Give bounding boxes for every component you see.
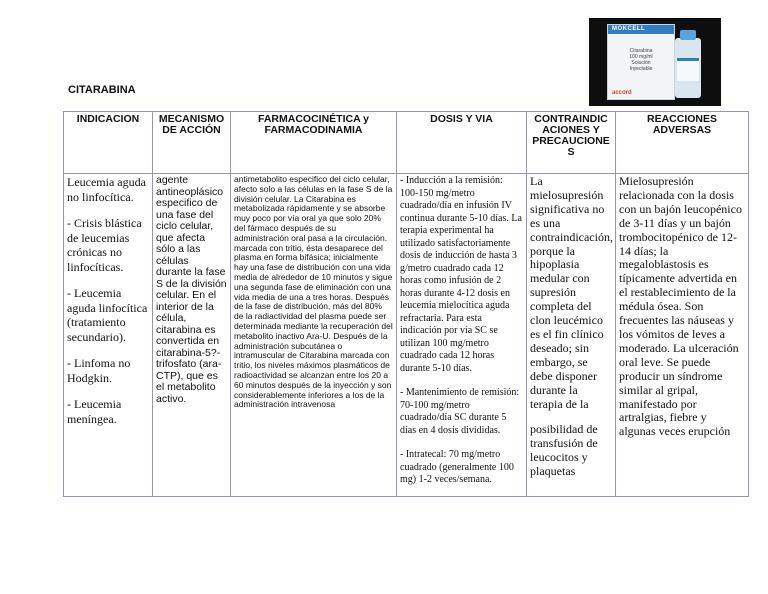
list-item: Leucemia aguda no linfocítica. [67, 175, 146, 204]
cell-reacciones: Mielosupresión relacionada con la dosis con un bajón leucopénico de 3-11 días y un bajón trombocitopénico de 12-14 días; la megaloblastosis es típicamente advertida en el restablecimiento de la médula ósea. Son frecuentes las náuseas y los vómitos de leves a moderado. La ulceración oral leve. Se puede producir un síndrome similar al gripal, manifestado por artralgias, fiebre y algunas veces erupción [616, 174, 749, 497]
dose-paragraph: - Intratecal: 70 mg/metro cuadrado (generalmente 100 mg) 1-2 veces/semana. [400, 449, 514, 485]
vial-bottle [675, 38, 701, 98]
header-mecanismo: MECANISMO DE ACCIÓN [153, 112, 231, 174]
product-box [607, 24, 675, 100]
dose-paragraph: - Inducción a la remisión: 100-150 mg/metro cuadrado/día en infusión IV continua durante 5-10 días. La terapia experimental ha utilizado satisfactoriamente dosis de inducción de hasta 3 g/metro cuadrado cada 12 horas como infusión de 2 horas durante 4-12 dosis en leucemia mielocítica aguda refractaria. Para esta indicación por vía SC se utilizan 100 mg/metro cuadrado cada 12 horas durante 5-10 días. [400, 175, 522, 374]
list-item: - Leucemia aguda linfocítica (tratamiento secundario). [67, 286, 148, 344]
list-item: - Leucemia meníngea. [67, 397, 122, 426]
header-indicacion: INDICACION [64, 112, 153, 174]
document-title: CITARABINA [68, 84, 136, 96]
header-reacciones: REACCIONES ADVERSAS [616, 112, 749, 174]
list-item: - Linfoma no Hodgkin. [67, 356, 131, 385]
product-label: Citarabina 100 mg/ml Solución Inyectable [629, 48, 653, 72]
header-dosis: DOSIS Y VIA [397, 112, 527, 174]
table-header-row [64, 112, 749, 174]
cell-mecanismo: agente antineoplásico especifico de una fase del ciclo celular, que afecta sólo a las células durante la fase S de la división celular. En el interior de la célula, citarabina es convertida en citarabina-5?-trifosfato (ara-CTP), que es el metabolito activo. [153, 174, 231, 497]
list-item: - Crisis blástica de leucemias crónicas no linfocíticas. [67, 216, 142, 274]
contra-paragraph: La mielosupresión significativa no es una contraindicación, porque la hipoplasia medular con supresión completa del clon leucémico es el fin clínico deseado; sin embargo, se debe disponer durante la terapia de la [530, 174, 613, 411]
product-manufacturer: accord [612, 90, 632, 96]
contra-paragraph: posibilidad de transfusión de leucocitos y plaquetas [530, 422, 598, 479]
product-brand: MOKCELL [612, 26, 646, 32]
cell-dosis [397, 174, 527, 497]
dose-paragraph: - Mantenimiento de remisión: 70-100 mg/metro cuadrado/día SC durante 5 días en 4 dosis divididas. [400, 387, 520, 436]
cell-farmacocinetica: antimetabolito especifico del ciclo celular, afecto solo a las células en la fase S de la división celular. La Citarabina es metabolizada rápidamente y se absorbe muy poco por vía oral ya que solo 20% del fármaco después de su administración oral pasa a la circulación. marcada con tritio, ésta desaparece del plasma en forma bifásica; inicialmente hay una fase de distribución con una vida media de alrededor de 10 minutos y sigue una segunda fase de eliminación con una vida media de una a tres horas. Después de la fase de distribución, más del 80% de la radiactividad del plasma puede ser determinada mediante la recuperación del metabolito inactivo Ara-U. Después de la administración subcutánea o intramuscular de Citarabina marcada con tritio, los niveles máximos plasmáticos de radioactividad se alcanzan entre los 20 a 60 minutos después de la inyección y son considerablemente inferiores a los de la administración intravenosa [231, 174, 397, 497]
table-row [64, 174, 749, 497]
product-photo [589, 18, 721, 106]
header-farmacocinetica: FARMACOCINÉTICA y FARMACODINAMIA [231, 112, 397, 174]
drug-info-table [63, 111, 749, 497]
cell-indicacion [64, 174, 153, 497]
header-contraindicaciones: CONTRAINDIC ACIONES Y PRECAUCIONE S [527, 112, 616, 174]
cell-contraindicaciones [527, 174, 616, 497]
